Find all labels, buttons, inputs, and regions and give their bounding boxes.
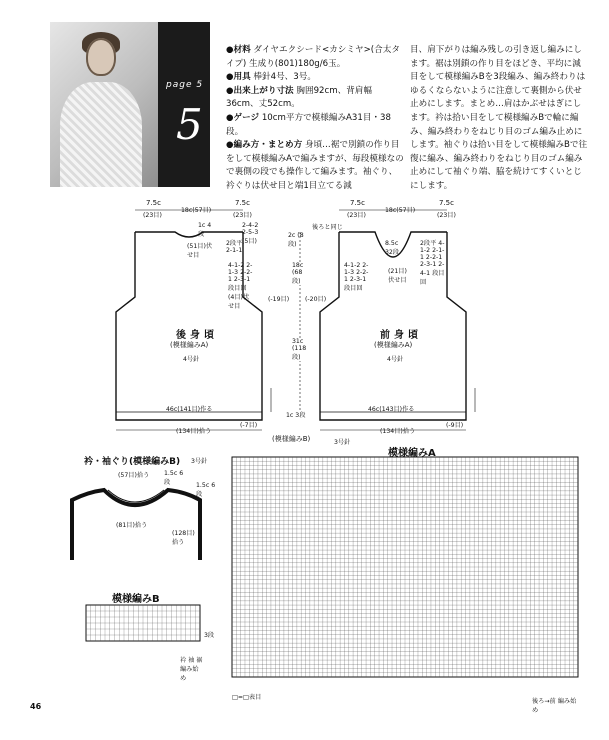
front-top-mid-dim: 18c(57目) bbox=[385, 207, 416, 214]
armhole-stitch-count: (128目)拾う bbox=[172, 530, 195, 546]
back-neck-depth: 1c 4段 bbox=[198, 222, 212, 238]
pattern-b-chart bbox=[86, 605, 200, 641]
back-needle: 4号針 bbox=[183, 356, 200, 363]
gauge-text: 10cm平方で模様編みA31目・38段。 bbox=[226, 112, 391, 137]
tools-text: 棒針4号、3号。 bbox=[253, 72, 316, 83]
front-top-right-stitches: (23目) bbox=[437, 212, 456, 219]
page-footer-number: 46 bbox=[30, 702, 42, 711]
front-top-left-stitches: (23目) bbox=[347, 212, 366, 219]
hem-needle: 3号針 bbox=[334, 439, 351, 446]
back-pattern: (模様編みA) bbox=[170, 341, 209, 349]
front-neck-depth: 8.5c 32段 bbox=[385, 240, 400, 256]
page-label: page 5 bbox=[166, 80, 204, 90]
front-bottom-cast: 46c(143目)作る bbox=[368, 406, 415, 413]
back-armhole-decreases: 4-1-2 2-1-3 2-2-1 2-3-1 段目回 (4目)伏せ目 bbox=[228, 262, 253, 310]
method-text-2: 目、肩下がりは編み残しの引き返し編みにします。裾は別鎖の作り目をほどき、平均に減目をして模様編みBを3段編み、編み終わりはゆるくならないように注意して裏側から伏せ止めにします。まとめ…肩はかぶせはぎにします。衿は拾い目をして模様編みBで輪に編み、編み終わりをねじり目のゴム編み止めにします。袖ぐりは拾い目をして模様編みBで往復に編み、編み終わりをねじり目のゴム編み止めにして袖ぐり端、脇を続けてすくいとじにします。 bbox=[410, 45, 588, 191]
back-neck-bindoff: (51目)伏せ目 bbox=[187, 243, 213, 259]
pattern-a-footer: 後ろ→前 編み始め bbox=[532, 698, 577, 714]
back-top-right-stitches: (23目) bbox=[233, 212, 252, 219]
front-needle: 4号針 bbox=[387, 356, 404, 363]
hem-depth: 1c 3段 bbox=[286, 412, 306, 419]
pattern-a-title: 模様編みA bbox=[388, 448, 436, 459]
back-top-left-stitches: (23目) bbox=[143, 212, 162, 219]
side-height: 31c (118段) bbox=[292, 338, 307, 361]
back-armhole-total: (-19目) bbox=[268, 296, 290, 303]
collar-stitch-count: (81目)拾う bbox=[116, 522, 148, 529]
back-title: 後身頃 bbox=[176, 330, 218, 341]
pattern-a-legend: □=□表目 bbox=[232, 694, 262, 701]
collar-neck-depth: 1.5c 6段 bbox=[164, 470, 184, 486]
front-same-as-back: 後ろと同じ bbox=[312, 224, 343, 231]
front-neck-bindoff: (21目)伏せ目 bbox=[388, 268, 407, 284]
front-top-left-dim: 7.5c bbox=[350, 199, 365, 207]
pattern-b-title: 模様編みB bbox=[112, 594, 160, 605]
instructions-col-1: ●材料 ダイヤエクシード<カシミヤ>(合太タイプ) 生成り(801)180g/6玉。 ●用具 棒針4号、3号。 ●出来上がり寸法 胸囲92cm、背肩幅36cm、丈52cm。 ●ゲージ 10cm平方で模様編みA31目・38段。 ●編み方・まとめ方 身頃…裾で別鎖の作り目をして模様編みAで編みますが、毎段模様なので裏側の段でも操作して編みます。袖ぐり、衿ぐりは伏せ目と端1目立てる減 bbox=[226, 45, 404, 191]
front-bottom-pick: (134目)拾う bbox=[380, 428, 416, 435]
armhole-band-depth: 1.5c 6段 bbox=[196, 482, 216, 498]
pattern-b-notes: 衿 袖 裾 編み始め bbox=[180, 657, 203, 682]
back-top-mid-dim: 18c(57目) bbox=[181, 207, 212, 214]
shoulder-drop: 2c (8段) bbox=[288, 232, 304, 248]
back-top-right-dim: 7.5c bbox=[235, 199, 250, 207]
page-number-large: 5 bbox=[176, 100, 203, 149]
front-neck-decreases: 2段平 4-1-2 2-1-1 2-2-1 2-3-1 2-4-1 段目回 bbox=[420, 240, 445, 286]
back-neck-right: 2段平 2-1-1 bbox=[226, 240, 243, 254]
size-text: 胸囲92cm、背肩幅36cm、丈52cm。 bbox=[226, 85, 372, 110]
back-bottom-cast: 46c(141目)作る bbox=[166, 406, 213, 413]
collar-title: 衿・袖ぐり(模様編みB) bbox=[84, 457, 181, 467]
back-neckline bbox=[135, 232, 243, 237]
back-bottom-pick: (134目)拾う bbox=[176, 428, 212, 435]
method-text-1: 身頃…裾で別鎖の作り目をして模様編みAで編みますが、毎段模様なので裏側の段でも操作して編みます。袖ぐり、衿ぐりは伏せ目と端1目立てる減 bbox=[226, 140, 404, 191]
front-armhole-total: (-20目) bbox=[305, 296, 327, 303]
collar-needle: 3号針 bbox=[191, 458, 208, 465]
back-top-left-dim: 7.5c bbox=[146, 199, 161, 207]
back-neck-rows: 2-4-2 2-5-3 (5目) bbox=[242, 222, 259, 245]
back-bottom-dec: (-7目) bbox=[240, 422, 258, 429]
front-title: 前身頃 bbox=[380, 330, 422, 341]
materials-text: ダイヤエクシード<カシミヤ>(合太タイプ) 生成り(801)180g/6玉。 bbox=[226, 45, 400, 69]
armhole-height: 18c (68段) bbox=[292, 262, 306, 285]
front-top-right-dim: 7.5c bbox=[439, 199, 454, 207]
collar-neck-pick: (57目)拾う bbox=[118, 472, 150, 479]
hem-pattern-label: (模様編みB) bbox=[272, 435, 311, 443]
pattern-a-chart bbox=[232, 457, 578, 677]
front-armhole-decreases: 4-1-2 2-1-3 2-2-1 2-3-1 段目回 bbox=[344, 262, 369, 292]
front-bottom-dec: (-9目) bbox=[446, 422, 464, 429]
pattern-b-row-legend: 3段 bbox=[204, 632, 215, 639]
front-pattern: (模様編みA) bbox=[374, 341, 413, 349]
